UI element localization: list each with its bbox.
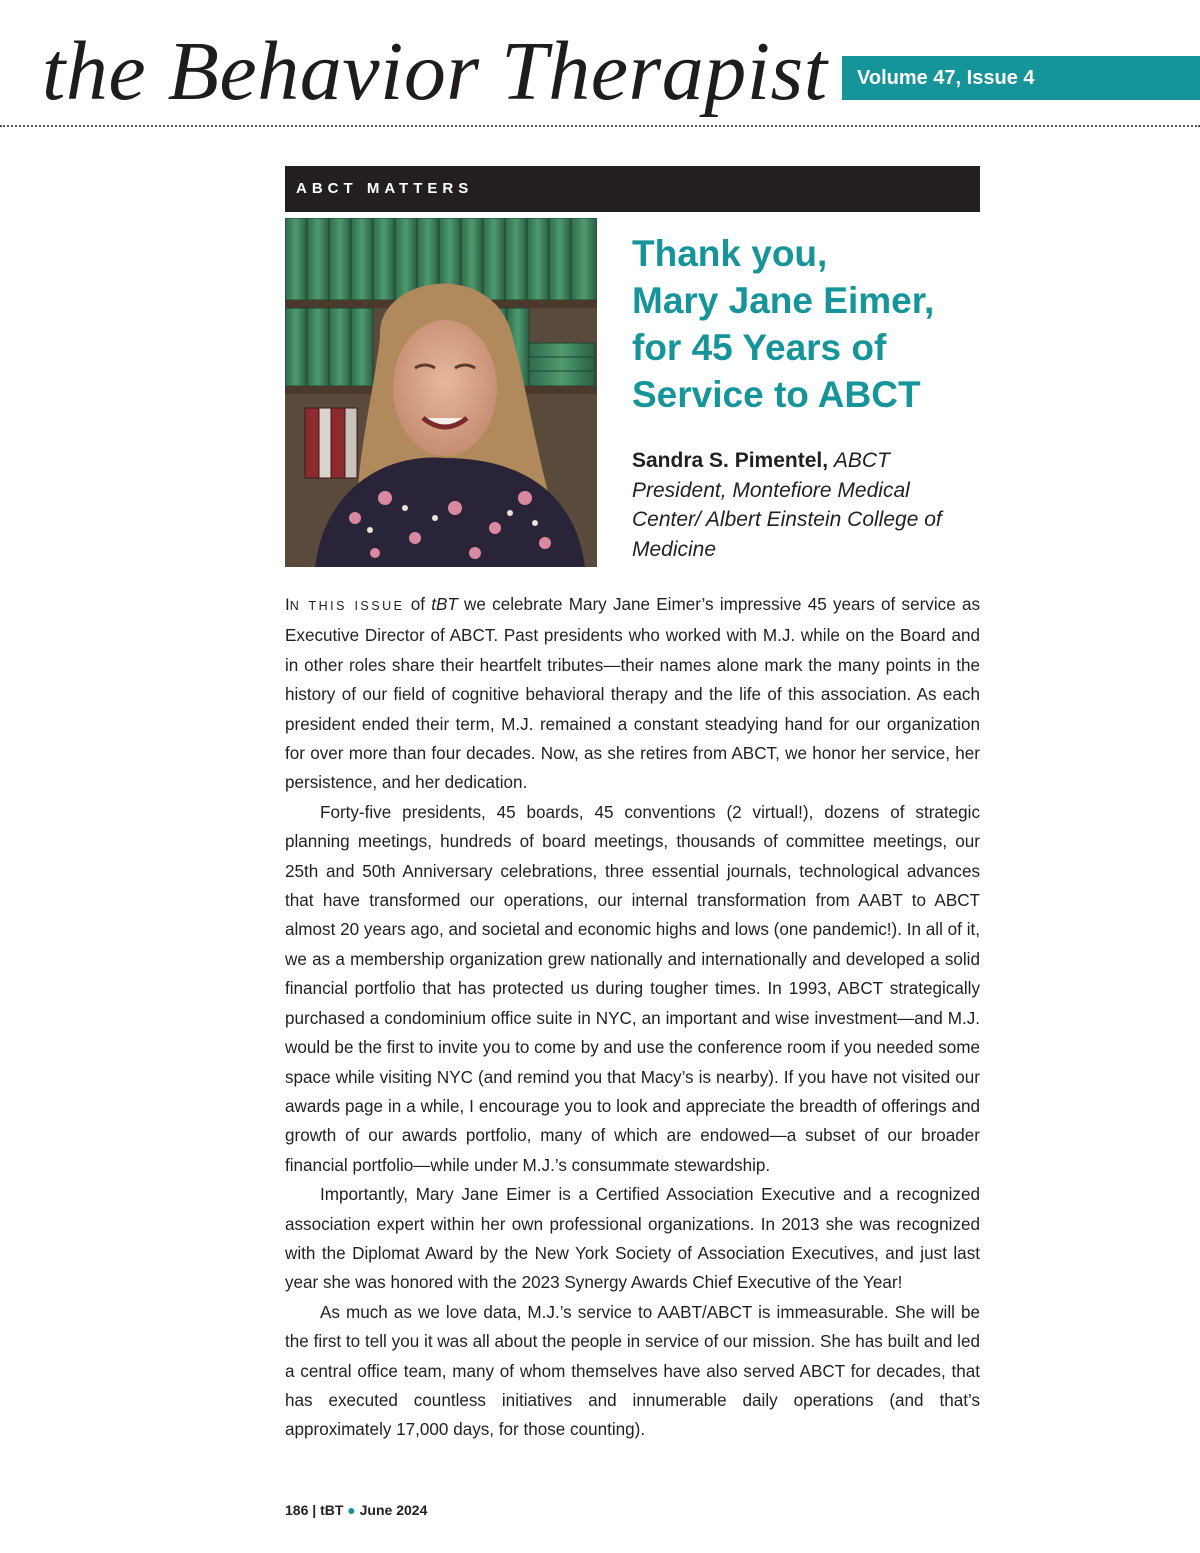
title-line: Mary Jane Eimer, bbox=[632, 280, 935, 321]
masthead-divider bbox=[0, 125, 1200, 127]
footer-date: June 2024 bbox=[359, 1502, 428, 1518]
author-affiliation: ABCT President, Montefiore Medical Center/ Albert Einstein College of Medicine bbox=[632, 449, 942, 561]
paragraph-text: of bbox=[404, 595, 432, 614]
lead-in-smallcaps: N THIS ISSUE bbox=[289, 599, 405, 613]
paragraph: Forty-five presidents, 45 boards, 45 conventions (2 virtual!), dozens of strategic planning meetings, hundreds of board meetings, thousands of committee meetings, our 25th and 50th Anniversary celebrations, three essential journals, technological advances that have transformed our operations, our internal transformation from AABT to ABCT almost 20 years ago, and societal and economic highs and lows (one pandemic!). In all of it, we as a membership organization grew nationally and internationally and developed a solid financial portfolio that has protected us during tougher times. In 1993, ABCT strategically purchased a condominium office suite in NYC, an important and wise investment—and M.J. would be the first to invite you to come by and use the conference room if you needed some space while visiting NYC (and remind you that Macy’s is nearby). If you have not visited our awards page in a while, I encourage you to look and appreciate the breadth of offerings and growth of our awards portfolio, many of which are endowed—a subset of our broader financial portfolio—while under M.J.’s consummate stewardship. bbox=[285, 802, 980, 1175]
lead-in-initial: I bbox=[285, 595, 290, 614]
portrait-photo-icon bbox=[285, 218, 597, 567]
title-line: for 45 Years of bbox=[632, 327, 887, 368]
title-line: Service to ABCT bbox=[632, 374, 921, 415]
page-footer bbox=[285, 1502, 427, 1518]
footer-journal: tBT bbox=[320, 1502, 344, 1518]
paragraph-text: we celebrate Mary Jane Eimer’s impressive 45 years of service as Executive Director of ABCT. Past presidents who worked with M.J. while on the Board and in other roles share their heartfelt tributes—their names alone mark the many points in the history of our field of cognitive behavioral therapy and the life of this association. As each president ended their term, M.J. remained a constant steadying hand for our organization for over more than four decades. Now, as she retires from ABCT, we honor her service, her persistence, and her dedication. bbox=[285, 595, 980, 793]
volume-issue-tab: Volume 47, Issue 4 bbox=[842, 56, 1200, 100]
article-title bbox=[632, 230, 982, 418]
paragraph bbox=[285, 590, 980, 798]
masthead-title: the Behavior Therapist bbox=[42, 25, 828, 118]
paragraph: As much as we love data, M.J.’s service to AABT/ABCT is immeasurable. She will be the first to tell you it was all about the people in service of our mission. She has built and led a central office team, many of whom themselves have also served ABCT for decades, that has executed countless initiatives and innumerable daily operations (and that’s approximately 17,000 days, for those counting). bbox=[285, 1302, 980, 1440]
portrait-photo bbox=[285, 218, 597, 567]
bullet-icon: ● bbox=[347, 1502, 356, 1518]
journal-name: tBT bbox=[431, 595, 458, 614]
title-line: Thank you, bbox=[632, 233, 828, 274]
byline bbox=[632, 446, 962, 564]
paragraph: Importantly, Mary Jane Eimer is a Certified Association Executive and a recognized association expert within her own professional organizations. In 2013 she was recognized with the Diplomat Award by the New York Society of Association Executives, and just last year she was honored with the 2023 Synergy Awards Chief Executive of the Year! bbox=[285, 1185, 980, 1293]
author-name: Sandra S. Pimentel, bbox=[632, 449, 829, 472]
article-body bbox=[285, 590, 980, 1445]
section-header: ABCT MATTERS bbox=[285, 166, 980, 212]
footer-separator: | bbox=[312, 1502, 317, 1518]
page-number: 186 bbox=[285, 1502, 309, 1518]
